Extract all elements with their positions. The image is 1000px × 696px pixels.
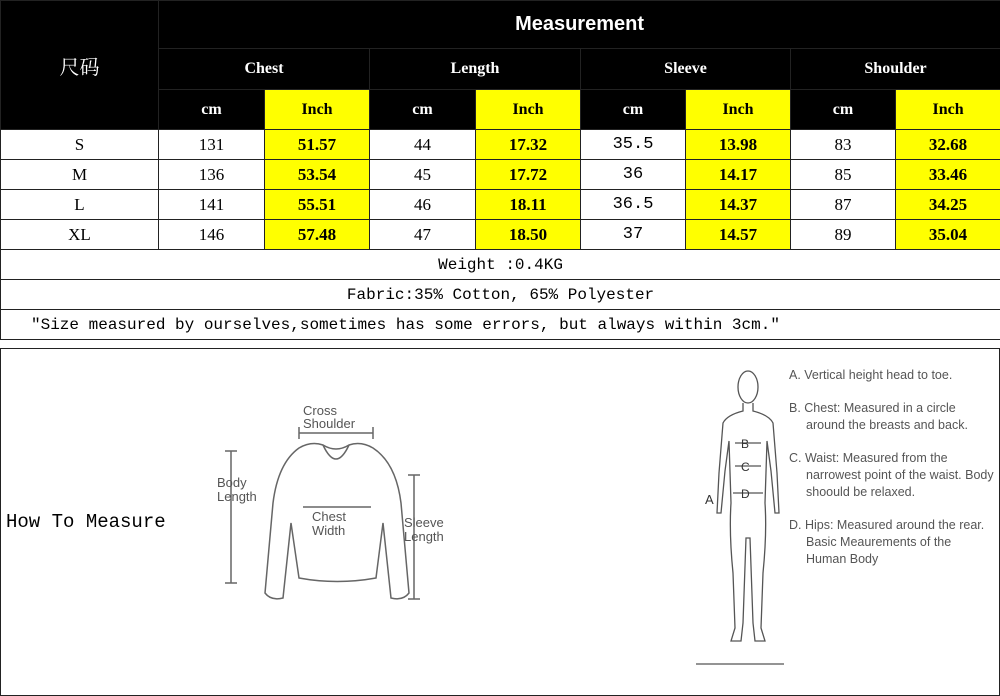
head-shape — [738, 371, 758, 403]
body-diagram — [691, 363, 786, 668]
size-header: 尺码 — [1, 1, 159, 130]
measurement-legend — [789, 367, 994, 584]
length-inch-cell: 18.50 — [476, 220, 581, 250]
chest-cm-cell: 146 — [159, 220, 265, 250]
chest-width-label: Width — [312, 523, 346, 538]
legend-item-a: A. Vertical height head to toe. — [789, 368, 953, 382]
how-to-measure-label: How To Measure — [6, 511, 166, 533]
length-cm-cell: 46 — [370, 190, 476, 220]
length-cm-cell: 45 — [370, 160, 476, 190]
chest-cm-cell: 131 — [159, 130, 265, 160]
length-inch-cell: 18.11 — [476, 190, 581, 220]
shoulder-cm-cell: 85 — [791, 160, 896, 190]
measurement-title: Measurement — [159, 1, 1000, 49]
unit-cm: cm — [370, 90, 476, 130]
chest-inch-cell: 55.51 — [265, 190, 370, 220]
unit-inch: Inch — [476, 90, 581, 130]
length-inch-cell: 17.32 — [476, 130, 581, 160]
size-chart-table — [0, 0, 1000, 340]
size-cell: M — [1, 160, 159, 190]
table-row — [1, 160, 1000, 190]
shoulder-header: Shoulder — [791, 49, 1000, 90]
legend-item-d: D. Hips: Measured around the rear. Basic Meaurements of the Human Body — [789, 518, 985, 566]
unit-inch: Inch — [686, 90, 791, 130]
cross-shoulder-label: Shoulder — [303, 416, 356, 431]
table-row — [1, 190, 1000, 220]
table-row — [1, 130, 1000, 160]
chest-cm-cell: 141 — [159, 190, 265, 220]
chest-header: Chest — [159, 49, 370, 90]
shoulder-inch-cell: 35.04 — [896, 220, 1000, 250]
sleeve-inch-cell: 14.37 — [686, 190, 791, 220]
shoulder-cm-cell: 89 — [791, 220, 896, 250]
size-cell: S — [1, 130, 159, 160]
measurement-note: "Size measured by ourselves,sometimes has some errors, but always within 3cm." — [1, 310, 1000, 340]
shoulder-inch-cell: 34.25 — [896, 190, 1000, 220]
marker-c: C — [741, 460, 750, 474]
chest-inch-cell: 57.48 — [265, 220, 370, 250]
length-cm-cell: 47 — [370, 220, 476, 250]
sleeve-cm-cell: 36.5 — [581, 190, 686, 220]
shoulder-cm-cell: 87 — [791, 190, 896, 220]
sleeve-inch-cell: 14.17 — [686, 160, 791, 190]
shoulder-inch-cell: 33.46 — [896, 160, 1000, 190]
marker-a: A — [705, 492, 714, 507]
sleeve-inch-cell: 13.98 — [686, 130, 791, 160]
chest-inch-cell: 53.54 — [265, 160, 370, 190]
how-to-measure-panel — [0, 348, 1000, 696]
body-length-label: Length — [217, 489, 257, 504]
unit-cm: cm — [791, 90, 896, 130]
sleeve-cm-cell: 36 — [581, 160, 686, 190]
size-cell: L — [1, 190, 159, 220]
legend-item-c: C. Waist: Measured from the narrowest point of the waist. Body shoould be relaxed. — [789, 451, 994, 499]
shoulder-cm-cell: 83 — [791, 130, 896, 160]
sleeve-header: Sleeve — [581, 49, 791, 90]
size-cell: XL — [1, 220, 159, 250]
chest-cm-cell: 136 — [159, 160, 265, 190]
sleeve-length-label: Length — [404, 529, 444, 544]
marker-b: B — [741, 437, 750, 451]
sleeve-cm-cell: 37 — [581, 220, 686, 250]
unit-inch: Inch — [896, 90, 1000, 130]
length-header: Length — [370, 49, 581, 90]
cross-shoulder-label: Cross — [303, 403, 337, 418]
chest-width-label: Chest — [312, 509, 346, 524]
body-length-label: Body — [217, 475, 247, 490]
unit-cm: cm — [159, 90, 265, 130]
marker-d: D — [741, 487, 750, 501]
unit-cm: cm — [581, 90, 686, 130]
chest-inch-cell: 51.57 — [265, 130, 370, 160]
sleeve-length-label: Sleeve — [404, 515, 444, 530]
unit-inch: Inch — [265, 90, 370, 130]
legend-item-b: B. Chest: Measured in a circle around the breasts and back. — [789, 401, 968, 432]
shoulder-inch-cell: 32.68 — [896, 130, 1000, 160]
length-cm-cell: 44 — [370, 130, 476, 160]
length-inch-cell: 17.72 — [476, 160, 581, 190]
sweater-diagram — [211, 393, 461, 613]
table-row — [1, 220, 1000, 250]
sleeve-cm-cell: 35.5 — [581, 130, 686, 160]
fabric-row: Fabric:35% Cotton, 65% Polyester — [1, 280, 1000, 310]
weight-row: Weight :0.4KG — [1, 250, 1000, 280]
sleeve-inch-cell: 14.57 — [686, 220, 791, 250]
